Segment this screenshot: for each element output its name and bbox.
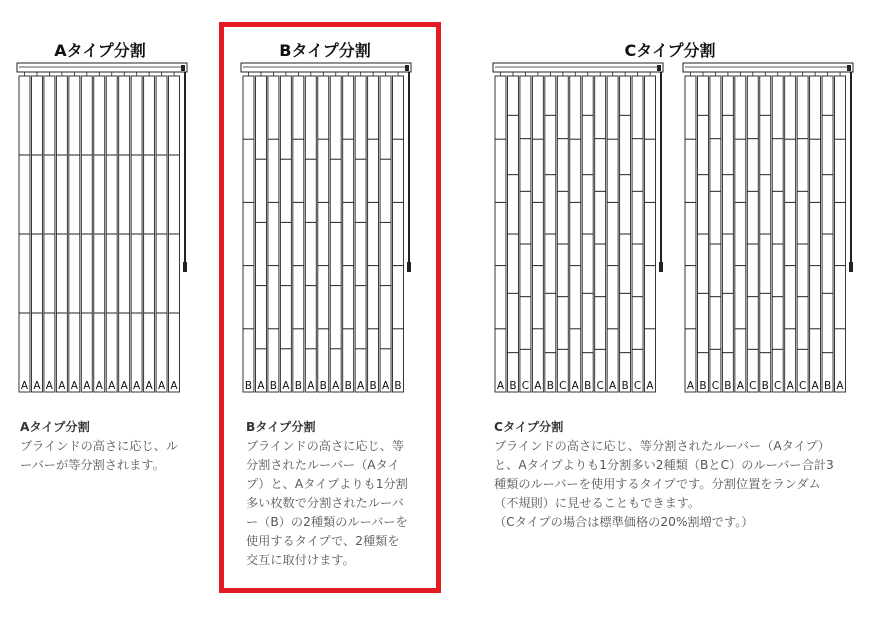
louver (607, 76, 618, 392)
louver (785, 76, 796, 392)
louver-label: A (496, 380, 505, 392)
description-line: ブラインドの高さに応じ、ル (20, 439, 179, 453)
description-title: Cタイプ分割 (494, 420, 564, 434)
description-line: 交互に取付けます。 (246, 553, 355, 567)
head-rail-end (657, 65, 661, 71)
louver-label: A (381, 380, 390, 392)
description-title: Aタイプ分割 (20, 420, 90, 434)
louver-label: B (394, 380, 402, 392)
cord-weight (849, 262, 853, 272)
description-line: ーバーが等分割されます。 (20, 458, 165, 472)
louver-label: A (686, 380, 695, 392)
louver-label: B (761, 380, 769, 392)
louver (495, 76, 506, 392)
louver (532, 76, 543, 392)
louver-label: B (244, 380, 253, 392)
title-c-type: Cタイプ分割 (624, 41, 716, 60)
description-title: Bタイプ分割 (246, 420, 316, 434)
louver-label: C (596, 380, 604, 392)
description-line: ー（B）の2種類のルーバーを (246, 515, 408, 529)
louver (570, 76, 581, 392)
louver-label: C (774, 380, 782, 392)
louver-label: A (609, 380, 617, 392)
louver-label: A (282, 380, 290, 392)
louver-label: B (699, 380, 707, 392)
louver-label: A (20, 380, 29, 392)
louver-label: C (711, 380, 720, 392)
blind-diagram-c-type-1 (490, 62, 666, 396)
louver-label: B (319, 380, 327, 392)
louver-label: A (786, 380, 794, 392)
louver (710, 76, 721, 392)
louver-label: A (836, 380, 844, 392)
louver-label: A (357, 380, 365, 392)
head-rail (17, 63, 187, 72)
louver-label: A (133, 380, 141, 392)
louver-label: B (724, 380, 732, 392)
louver-label: B (621, 380, 629, 392)
description-line: 種類のルーバーを使用するタイプです。分割位置をランダム (494, 477, 821, 491)
louver (772, 76, 783, 392)
louver-label: A (33, 380, 41, 392)
louver-label: C (559, 380, 567, 392)
louver-label: B (546, 380, 554, 392)
description-b-type (246, 418, 408, 570)
head-rail-end (181, 65, 185, 71)
description-line: ブラインドの高さに応じ、等 (246, 439, 405, 453)
blind-diagram-a-type (14, 62, 190, 396)
blind-diagram-c-type-2 (680, 62, 856, 396)
cord-weight (183, 262, 187, 272)
description-line: プ）と、Aタイプよりも1分割 (246, 477, 408, 491)
louver-label: A (58, 380, 66, 392)
louver-label: A (83, 380, 91, 392)
title-a-type: Aタイプ分割 (54, 41, 146, 60)
description-line: 使用するタイプで、2種類を (246, 534, 400, 548)
louver-label: B (509, 380, 517, 392)
louver-label: C (798, 380, 807, 392)
louver-label: A (95, 380, 103, 392)
louver-label: A (108, 380, 116, 392)
louver-label: B (269, 380, 278, 392)
description-line: （不規則）に見せることもできます。 (494, 496, 701, 510)
louver-label: A (257, 380, 265, 392)
louver-label: A (534, 380, 542, 392)
louver-label: A (307, 380, 315, 392)
description-line: と、Aタイプよりも1分割多い2種類（BとC）のルーバー合計3 (494, 458, 834, 472)
louver-label: A (70, 380, 78, 392)
louver-label: A (120, 380, 128, 392)
louver (520, 76, 531, 392)
louver-label: A (571, 380, 579, 392)
louver (810, 76, 821, 392)
louver (835, 76, 846, 392)
cord-weight (659, 262, 663, 272)
louver-label: A (157, 380, 166, 392)
louver-label: B (369, 380, 377, 392)
louver-label: A (736, 380, 744, 392)
louver-label: B (823, 380, 832, 392)
louver-label: C (749, 380, 757, 392)
description-c-type (494, 418, 834, 532)
louver-label: A (45, 380, 53, 392)
louver-label: A (170, 380, 178, 392)
head-rail-end (847, 65, 851, 71)
head-rail (683, 63, 853, 72)
louver-label: B (584, 380, 592, 392)
description-line: （Cタイプの場合は標準価格の20%割増です。） (494, 515, 754, 529)
title-b-type: Bタイプ分割 (279, 41, 371, 60)
description-line: ブラインドの高さに応じ、等分割されたルーバー（Aタイプ） (494, 439, 830, 453)
louver (685, 76, 696, 392)
description-a-type (20, 418, 178, 475)
louver-label: C (633, 380, 642, 392)
louver-label: B (344, 380, 352, 392)
louver-label: B (294, 380, 302, 392)
description-line: 多い枚数で分割されたルーバ (246, 496, 404, 510)
louver (747, 76, 758, 392)
louver (632, 76, 643, 392)
louver (595, 76, 606, 392)
louver-label: A (332, 380, 340, 392)
louver (797, 76, 808, 392)
louver-label: A (145, 380, 153, 392)
description-line: 分割されたルーバー（Aタイ (246, 458, 400, 472)
louver-label: A (811, 380, 819, 392)
louver (557, 76, 568, 392)
head-rail (493, 63, 663, 72)
louver (735, 76, 746, 392)
louver-label: A (646, 380, 654, 392)
louver (645, 76, 656, 392)
louver-label: C (521, 380, 530, 392)
